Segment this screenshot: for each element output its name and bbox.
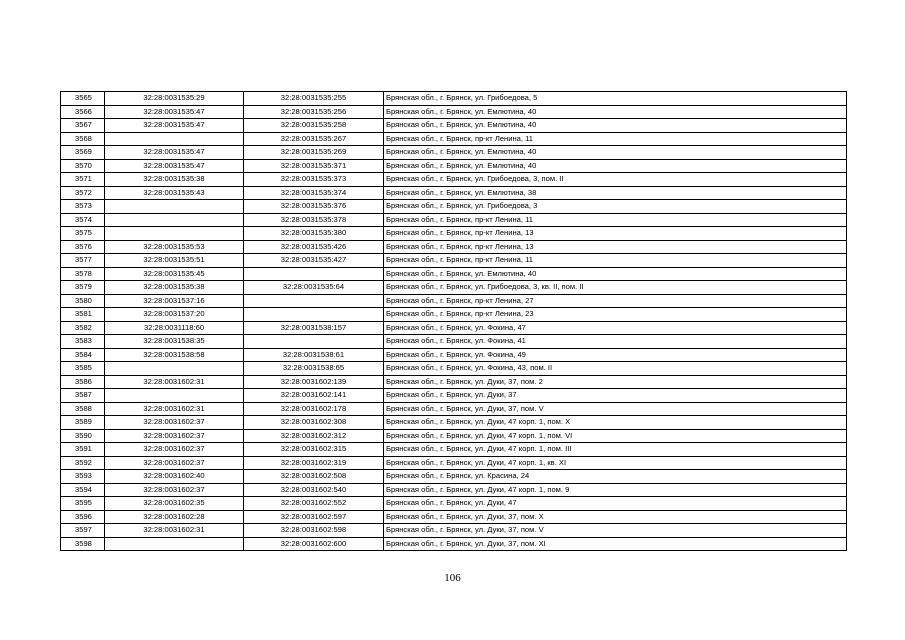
object-cadastral-number-cell: 32:28:0031535:427 xyxy=(244,254,384,268)
address-cell: Брянская обл., г. Брянск, ул. Дуки, 37, пом. XI xyxy=(384,537,847,551)
address-cell: Брянская обл., г. Брянск, ул. Емлютина, 40 xyxy=(384,119,847,133)
parcel-cadastral-number-cell: 32:28:0031602:37 xyxy=(105,416,244,430)
parcel-cadastral-number-cell: 32:28:0031537:16 xyxy=(105,294,244,308)
object-cadastral-number-cell: 32:28:0031602:178 xyxy=(244,402,384,416)
address-cell: Брянская обл., г. Брянск, пр-кт Ленина, 13 xyxy=(384,227,847,241)
row-number-cell: 3576 xyxy=(61,240,105,254)
parcel-cadastral-number-cell: 32:28:0031602:31 xyxy=(105,402,244,416)
table-row xyxy=(61,402,847,416)
address-cell: Брянская обл., г. Брянск, пр-кт Ленина, 27 xyxy=(384,294,847,308)
address-cell: Брянская обл., г. Брянск, ул. Фокина, 47 xyxy=(384,321,847,335)
row-number-cell: 3568 xyxy=(61,132,105,146)
row-number-cell: 3589 xyxy=(61,416,105,430)
table-row xyxy=(61,497,847,511)
table-row xyxy=(61,362,847,376)
row-number-cell: 3574 xyxy=(61,213,105,227)
object-cadastral-number-cell: 32:28:0031535:426 xyxy=(244,240,384,254)
table-row xyxy=(61,254,847,268)
object-cadastral-number-cell: 32:28:0031602:508 xyxy=(244,470,384,484)
row-number-cell: 3588 xyxy=(61,402,105,416)
row-number-cell: 3572 xyxy=(61,186,105,200)
table-row xyxy=(61,483,847,497)
object-cadastral-number-cell: 32:28:0031602:597 xyxy=(244,510,384,524)
parcel-cadastral-number-cell: 32:28:0031538:35 xyxy=(105,335,244,349)
object-cadastral-number-cell: 32:28:0031602:315 xyxy=(244,443,384,457)
address-cell: Брянская обл., г. Брянск, ул. Дуки, 47 корп. 1, кв. XI xyxy=(384,456,847,470)
parcel-cadastral-number-cell: 32:28:0031535:38 xyxy=(105,281,244,295)
parcel-cadastral-number-cell: 32:28:0031535:43 xyxy=(105,186,244,200)
object-cadastral-number-cell: 32:28:0031602:552 xyxy=(244,497,384,511)
parcel-cadastral-number-cell: 32:28:0031538:58 xyxy=(105,348,244,362)
parcel-cadastral-number-cell: 32:28:0031602:40 xyxy=(105,470,244,484)
address-cell: Брянская обл., г. Брянск, пр-кт Ленина, 23 xyxy=(384,308,847,322)
parcel-cadastral-number-cell xyxy=(105,227,244,241)
row-number-cell: 3565 xyxy=(61,92,105,106)
table-row xyxy=(61,294,847,308)
table-row xyxy=(61,186,847,200)
table-row xyxy=(61,227,847,241)
parcel-cadastral-number-cell: 32:28:0031118:60 xyxy=(105,321,244,335)
address-cell: Брянская обл., г. Брянск, пр-кт Ленина, 13 xyxy=(384,240,847,254)
parcel-cadastral-number-cell: 32:28:0031535:53 xyxy=(105,240,244,254)
parcel-cadastral-number-cell: 32:28:0031602:37 xyxy=(105,429,244,443)
address-cell: Брянская обл., г. Брянск, ул. Фокина, 43, пом. II xyxy=(384,362,847,376)
address-cell: Брянская обл., г. Брянск, ул. Дуки, 47 xyxy=(384,497,847,511)
row-number-cell: 3569 xyxy=(61,146,105,160)
row-number-cell: 3580 xyxy=(61,294,105,308)
address-cell: Брянская обл., г. Брянск, ул. Грибоедова, 5 xyxy=(384,92,847,106)
object-cadastral-number-cell: 32:28:0031535:256 xyxy=(244,105,384,119)
address-cell: Брянская обл., г. Брянск, ул. Емлютина, 40 xyxy=(384,105,847,119)
parcel-cadastral-number-cell xyxy=(105,389,244,403)
table-row xyxy=(61,308,847,322)
row-number-cell: 3575 xyxy=(61,227,105,241)
parcel-cadastral-number-cell xyxy=(105,213,244,227)
table-row xyxy=(61,213,847,227)
parcel-cadastral-number-cell: 32:28:0031535:47 xyxy=(105,146,244,160)
table-row xyxy=(61,200,847,214)
row-number-cell: 3571 xyxy=(61,173,105,187)
row-number-cell: 3585 xyxy=(61,362,105,376)
row-number-cell: 3595 xyxy=(61,497,105,511)
row-number-cell: 3582 xyxy=(61,321,105,335)
address-cell: Брянская обл., г. Брянск, ул. Дуки, 37, пом. 2 xyxy=(384,375,847,389)
object-cadastral-number-cell: 32:28:0031535:380 xyxy=(244,227,384,241)
cadastral-table xyxy=(60,91,847,551)
table-row xyxy=(61,132,847,146)
address-cell: Брянская обл., г. Брянск, ул. Фокина, 41 xyxy=(384,335,847,349)
address-cell: Брянская обл., г. Брянск, ул. Дуки, 47 корп. 1, пом. VI xyxy=(384,429,847,443)
table-row xyxy=(61,159,847,173)
parcel-cadastral-number-cell: 32:28:0031535:51 xyxy=(105,254,244,268)
table-row xyxy=(61,281,847,295)
parcel-cadastral-number-cell: 32:28:0031602:37 xyxy=(105,456,244,470)
address-cell: Брянская обл., г. Брянск, пр-кт Ленина, 11 xyxy=(384,132,847,146)
row-number-cell: 3591 xyxy=(61,443,105,457)
address-cell: Брянская обл., г. Брянск, ул. Дуки, 47 корп. 1, пом. X xyxy=(384,416,847,430)
object-cadastral-number-cell: 32:28:0031602:598 xyxy=(244,524,384,538)
object-cadastral-number-cell: 32:28:0031538:157 xyxy=(244,321,384,335)
row-number-cell: 3594 xyxy=(61,483,105,497)
table-row xyxy=(61,510,847,524)
parcel-cadastral-number-cell: 32:28:0031602:28 xyxy=(105,510,244,524)
parcel-cadastral-number-cell: 32:28:0031602:31 xyxy=(105,375,244,389)
address-cell: Брянская обл., г. Брянск, ул. Дуки, 47 корп. 1, пом. 9 xyxy=(384,483,847,497)
table-row xyxy=(61,173,847,187)
parcel-cadastral-number-cell: 32:28:0031535:47 xyxy=(105,119,244,133)
table-row xyxy=(61,105,847,119)
object-cadastral-number-cell: 32:28:0031602:600 xyxy=(244,537,384,551)
address-cell: Брянская обл., г. Брянск, ул. Грибоедова, 3 xyxy=(384,200,847,214)
table-row xyxy=(61,92,847,106)
table-row xyxy=(61,240,847,254)
parcel-cadastral-number-cell: 32:28:0031602:37 xyxy=(105,483,244,497)
object-cadastral-number-cell: 32:28:0031535:258 xyxy=(244,119,384,133)
parcel-cadastral-number-cell xyxy=(105,537,244,551)
object-cadastral-number-cell: 32:28:0031535:267 xyxy=(244,132,384,146)
table-row xyxy=(61,348,847,362)
object-cadastral-number-cell: 32:28:0031602:319 xyxy=(244,456,384,470)
object-cadastral-number-cell: 32:28:0031535:255 xyxy=(244,92,384,106)
table-row xyxy=(61,429,847,443)
object-cadastral-number-cell: 32:28:0031535:374 xyxy=(244,186,384,200)
object-cadastral-number-cell: 32:28:0031535:269 xyxy=(244,146,384,160)
address-cell: Брянская обл., г. Брянск, ул. Красина, 24 xyxy=(384,470,847,484)
object-cadastral-number-cell xyxy=(244,294,384,308)
table-row xyxy=(61,146,847,160)
row-number-cell: 3597 xyxy=(61,524,105,538)
parcel-cadastral-number-cell: 32:28:0031537:20 xyxy=(105,308,244,322)
object-cadastral-number-cell xyxy=(244,267,384,281)
address-cell: Брянская обл., г. Брянск, ул. Фокина, 49 xyxy=(384,348,847,362)
object-cadastral-number-cell: 32:28:0031538:61 xyxy=(244,348,384,362)
table-row xyxy=(61,321,847,335)
object-cadastral-number-cell xyxy=(244,308,384,322)
address-cell: Брянская обл., г. Брянск, ул. Дуки, 37, пом. X xyxy=(384,510,847,524)
table-row xyxy=(61,456,847,470)
table-row xyxy=(61,389,847,403)
table-row xyxy=(61,470,847,484)
object-cadastral-number-cell xyxy=(244,335,384,349)
table-row xyxy=(61,524,847,538)
address-cell: Брянская обл., г. Брянск, ул. Емлютина, 38 xyxy=(384,186,847,200)
object-cadastral-number-cell: 32:28:0031535:373 xyxy=(244,173,384,187)
object-cadastral-number-cell: 32:28:0031535:376 xyxy=(244,200,384,214)
object-cadastral-number-cell: 32:28:0031602:141 xyxy=(244,389,384,403)
row-number-cell: 3577 xyxy=(61,254,105,268)
row-number-cell: 3578 xyxy=(61,267,105,281)
address-cell: Брянская обл., г. Брянск, ул. Емлютина, 40 xyxy=(384,267,847,281)
row-number-cell: 3598 xyxy=(61,537,105,551)
object-cadastral-number-cell: 32:28:0031602:312 xyxy=(244,429,384,443)
parcel-cadastral-number-cell: 32:28:0031602:37 xyxy=(105,443,244,457)
parcel-cadastral-number-cell: 32:28:0031535:47 xyxy=(105,105,244,119)
table-row xyxy=(61,267,847,281)
object-cadastral-number-cell: 32:28:0031602:308 xyxy=(244,416,384,430)
address-cell: Брянская обл., г. Брянск, пр-кт Ленина, 11 xyxy=(384,254,847,268)
address-cell: Брянская обл., г. Брянск, ул. Дуки, 37, пом. V xyxy=(384,524,847,538)
object-cadastral-number-cell: 32:28:0031535:64 xyxy=(244,281,384,295)
parcel-cadastral-number-cell xyxy=(105,200,244,214)
parcel-cadastral-number-cell xyxy=(105,362,244,376)
address-cell: Брянская обл., г. Брянск, ул. Емлютина, 40 xyxy=(384,159,847,173)
address-cell: Брянская обл., г. Брянск, пр-кт Ленина, 11 xyxy=(384,213,847,227)
table-row xyxy=(61,335,847,349)
address-cell: Брянская обл., г. Брянск, ул. Грибоедова, 3, кв. II, пом. II xyxy=(384,281,847,295)
row-number-cell: 3590 xyxy=(61,429,105,443)
address-cell: Брянская обл., г. Брянск, ул. Дуки, 37 xyxy=(384,389,847,403)
row-number-cell: 3581 xyxy=(61,308,105,322)
row-number-cell: 3592 xyxy=(61,456,105,470)
parcel-cadastral-number-cell: 32:28:0031602:35 xyxy=(105,497,244,511)
object-cadastral-number-cell: 32:28:0031535:378 xyxy=(244,213,384,227)
parcel-cadastral-number-cell: 32:28:0031602:31 xyxy=(105,524,244,538)
row-number-cell: 3567 xyxy=(61,119,105,133)
object-cadastral-number-cell: 32:28:0031602:139 xyxy=(244,375,384,389)
row-number-cell: 3570 xyxy=(61,159,105,173)
page-number: 106 xyxy=(444,572,461,584)
row-number-cell: 3593 xyxy=(61,470,105,484)
row-number-cell: 3584 xyxy=(61,348,105,362)
row-number-cell: 3587 xyxy=(61,389,105,403)
object-cadastral-number-cell: 32:28:0031535:371 xyxy=(244,159,384,173)
row-number-cell: 3583 xyxy=(61,335,105,349)
object-cadastral-number-cell: 32:28:0031602:540 xyxy=(244,483,384,497)
row-number-cell: 3566 xyxy=(61,105,105,119)
parcel-cadastral-number-cell xyxy=(105,132,244,146)
table-row xyxy=(61,443,847,457)
table-row xyxy=(61,416,847,430)
address-cell: Брянская обл., г. Брянск, ул. Грибоедова, 3, пом. II xyxy=(384,173,847,187)
address-cell: Брянская обл., г. Брянск, ул. Дуки, 37, пом. V xyxy=(384,402,847,416)
table-body xyxy=(61,92,847,551)
object-cadastral-number-cell: 32:28:0031538:65 xyxy=(244,362,384,376)
parcel-cadastral-number-cell: 32:28:0031535:38 xyxy=(105,173,244,187)
parcel-cadastral-number-cell: 32:28:0031535:47 xyxy=(105,159,244,173)
table-row xyxy=(61,119,847,133)
address-cell: Брянская обл., г. Брянск, ул. Емлютина, 40 xyxy=(384,146,847,160)
row-number-cell: 3586 xyxy=(61,375,105,389)
address-cell: Брянская обл., г. Брянск, ул. Дуки, 47 корп. 1, пом. III xyxy=(384,443,847,457)
parcel-cadastral-number-cell: 32:28:0031535:29 xyxy=(105,92,244,106)
table-row xyxy=(61,375,847,389)
parcel-cadastral-number-cell: 32:28:0031535:45 xyxy=(105,267,244,281)
row-number-cell: 3573 xyxy=(61,200,105,214)
row-number-cell: 3579 xyxy=(61,281,105,295)
row-number-cell: 3596 xyxy=(61,510,105,524)
table-row xyxy=(61,537,847,551)
